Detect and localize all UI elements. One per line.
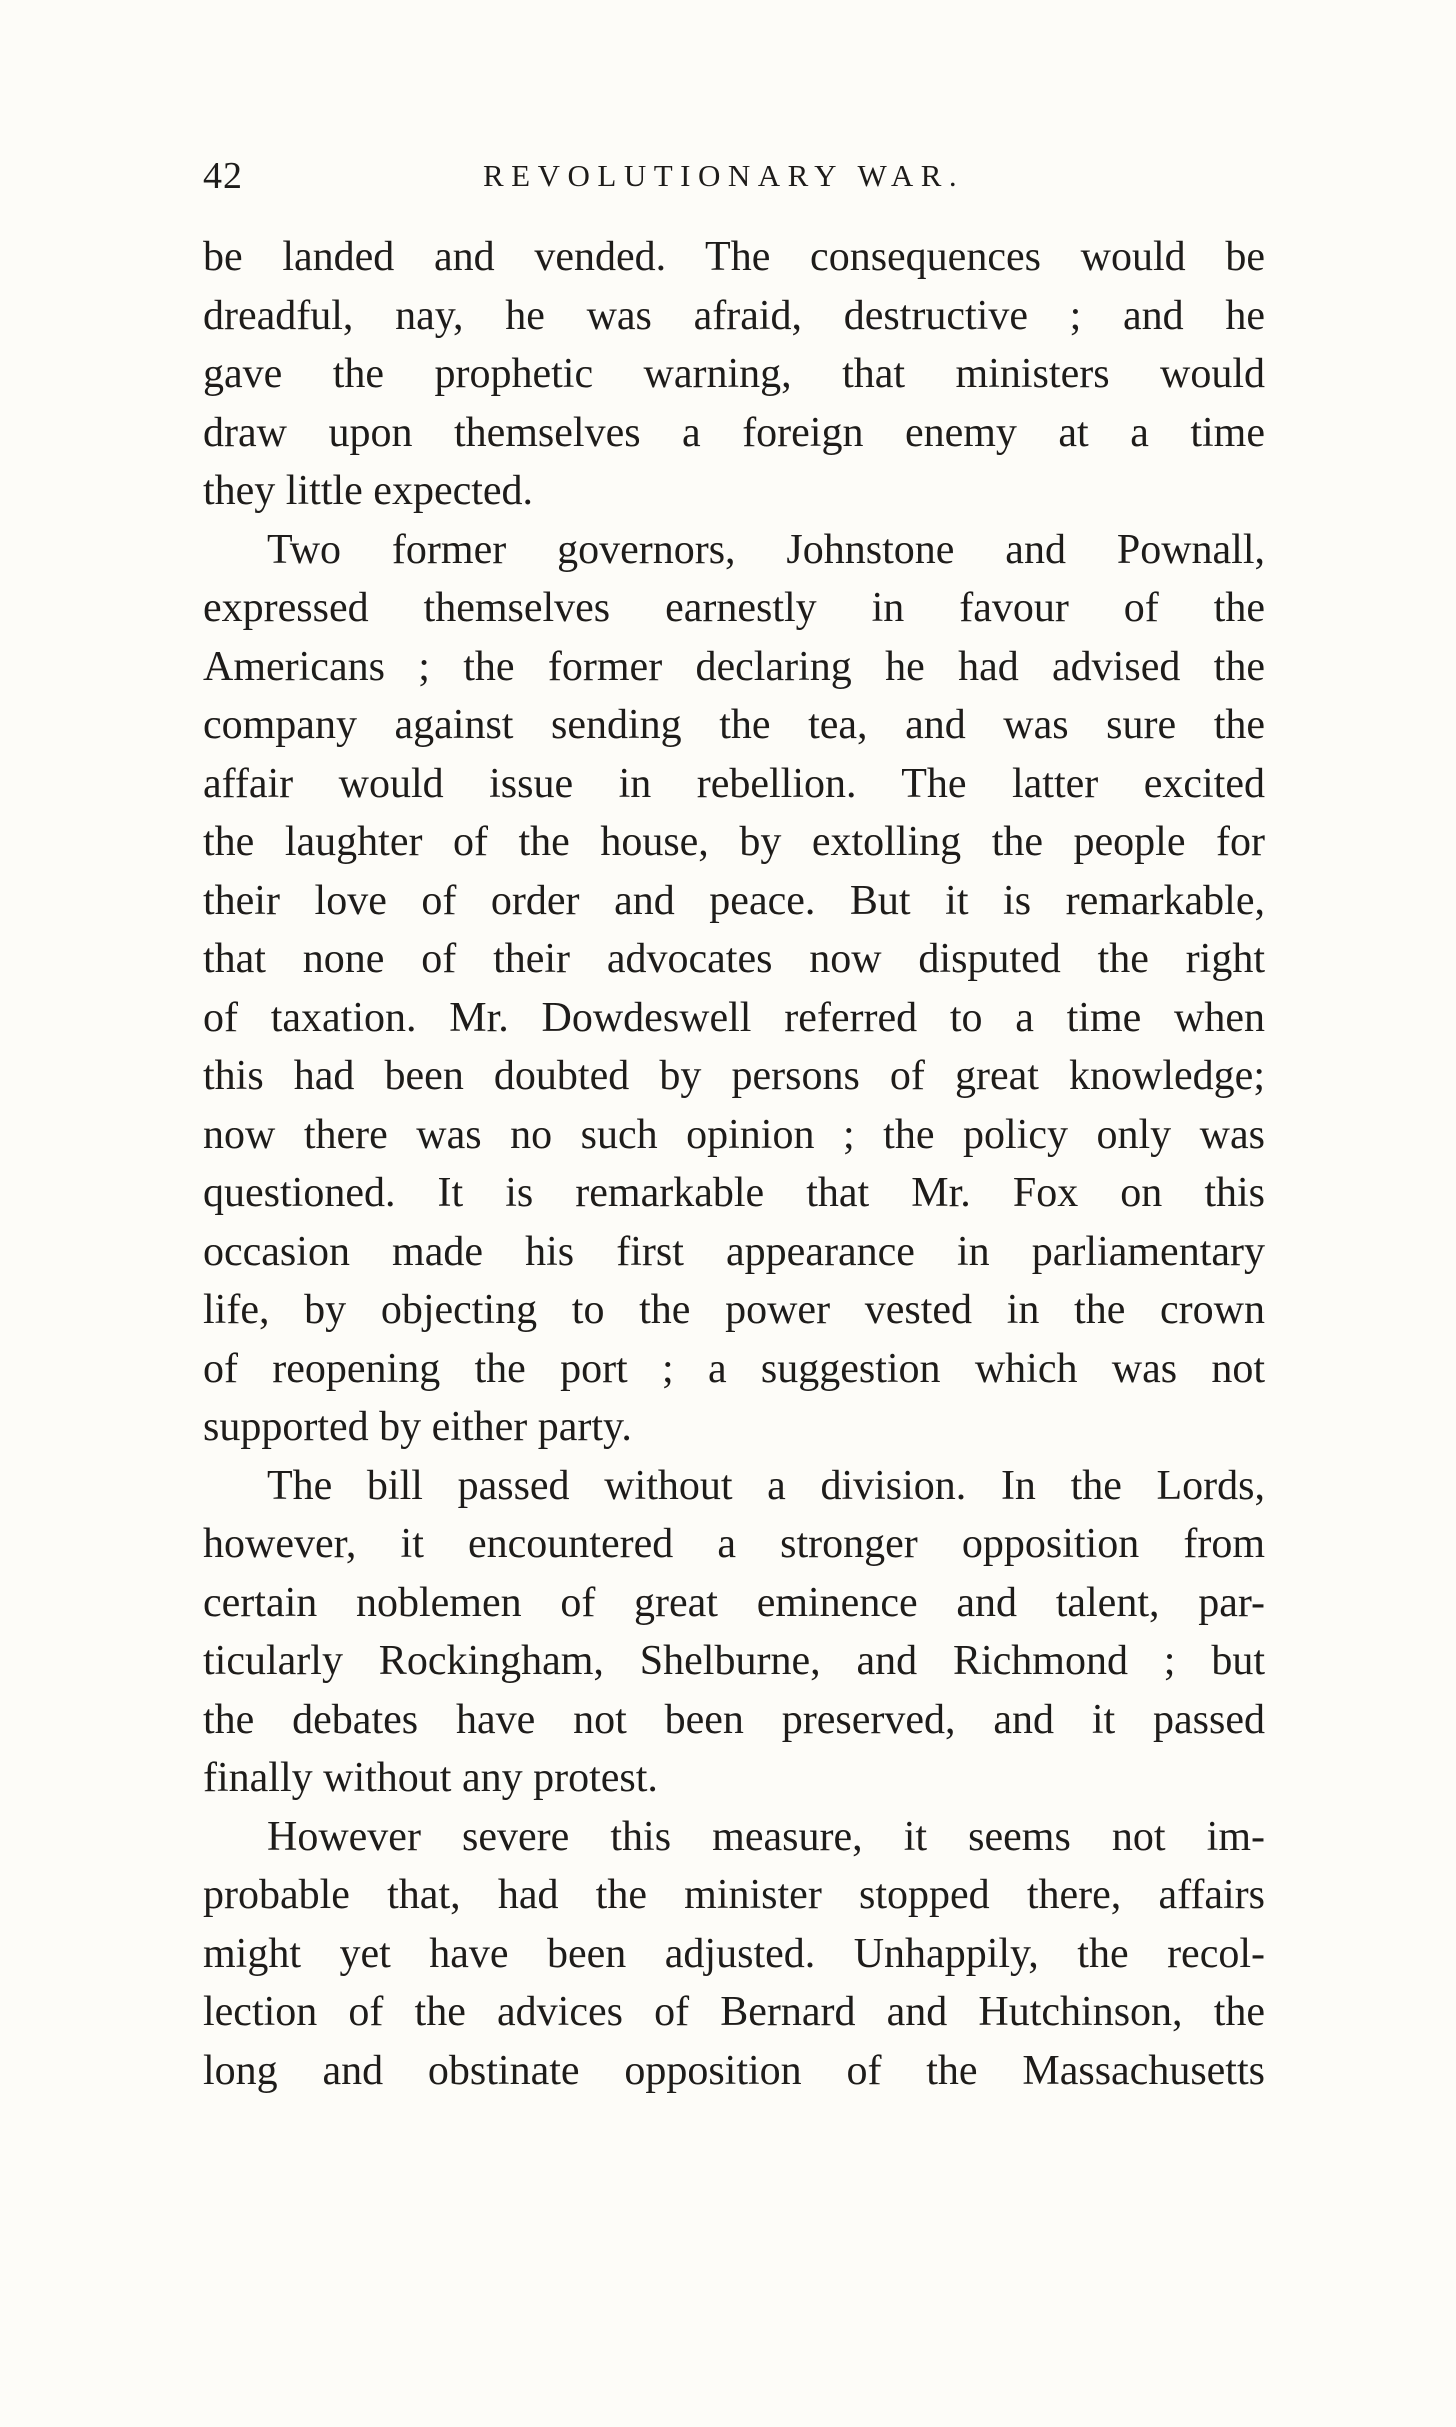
text-line: occasion made his first appearance in parliamentary bbox=[203, 1228, 1265, 1275]
text-line: lection of the advices of Bernard and Hutchinson, the bbox=[203, 1989, 1265, 2035]
text-line: finally without any protest. bbox=[203, 1755, 658, 1801]
text-line: now there was no such opinion ; the policy only was bbox=[203, 1111, 1265, 1158]
text-line: probable that, had the minister stopped there, affairs bbox=[203, 1872, 1265, 1918]
text-line: ticularly Rockingham, Shelburne, and Richmond ; but bbox=[203, 1638, 1265, 1684]
body-text bbox=[203, 228, 1265, 2100]
text-line: that none of their advocates now disputed the right bbox=[203, 936, 1265, 982]
text-line: life, by objecting to the power vested in the crown bbox=[203, 1287, 1265, 1333]
text-line: of taxation. Mr. Dowdeswell referred to a time when bbox=[203, 994, 1265, 1041]
text-line: gave the prophetic warning, that ministers would bbox=[203, 351, 1265, 397]
text-line: Two former governors, Johnstone and Pownall, bbox=[267, 526, 1265, 573]
text-line: the laughter of the house, by extolling the people for bbox=[203, 819, 1265, 865]
text-line: Americans ; the former declaring he had advised the bbox=[203, 643, 1265, 690]
text-line: might yet have been adjusted. Unhappily, the recol- bbox=[203, 1930, 1265, 1977]
text-line: However severe this measure, it seems not im- bbox=[267, 1813, 1265, 1860]
text-line: however, it encountered a stronger opposition from bbox=[203, 1521, 1265, 1567]
text-line: long and obstinate opposition of the Massachusetts bbox=[203, 2047, 1265, 2094]
text-line: their love of order and peace. But it is remarkable, bbox=[203, 877, 1265, 924]
text-line: of reopening the port ; a suggestion which was not bbox=[203, 1345, 1265, 1392]
page-header bbox=[203, 150, 1265, 202]
text-line: company against sending the tea, and was sure the bbox=[203, 702, 1265, 748]
page-number: 42 bbox=[203, 155, 243, 197]
text-line: affair would issue in rebellion. The latter excited bbox=[203, 760, 1265, 807]
text-line: expressed themselves earnestly in favour of the bbox=[203, 585, 1265, 631]
text-line: supported by either party. bbox=[203, 1404, 632, 1450]
text-line: draw upon themselves a foreign enemy at a time bbox=[203, 409, 1265, 456]
text-line: certain noblemen of great eminence and talent, par- bbox=[203, 1579, 1265, 1626]
running-title: REVOLUTIONARY WAR. bbox=[483, 158, 965, 193]
text-line: be landed and vended. The consequences would be bbox=[203, 234, 1265, 280]
text-line: the debates have not been preserved, and it passed bbox=[203, 1696, 1265, 1743]
text-line: The bill passed without a division. In the Lords, bbox=[267, 1462, 1265, 1509]
text-line: questioned. It is remarkable that Mr. Fox on this bbox=[203, 1170, 1265, 1216]
text-line: dreadful, nay, he was afraid, destructive ; and he bbox=[203, 292, 1265, 339]
text-line: they little expected. bbox=[203, 468, 534, 514]
text-line: this had been doubted by persons of great knowledge; bbox=[203, 1053, 1265, 1099]
